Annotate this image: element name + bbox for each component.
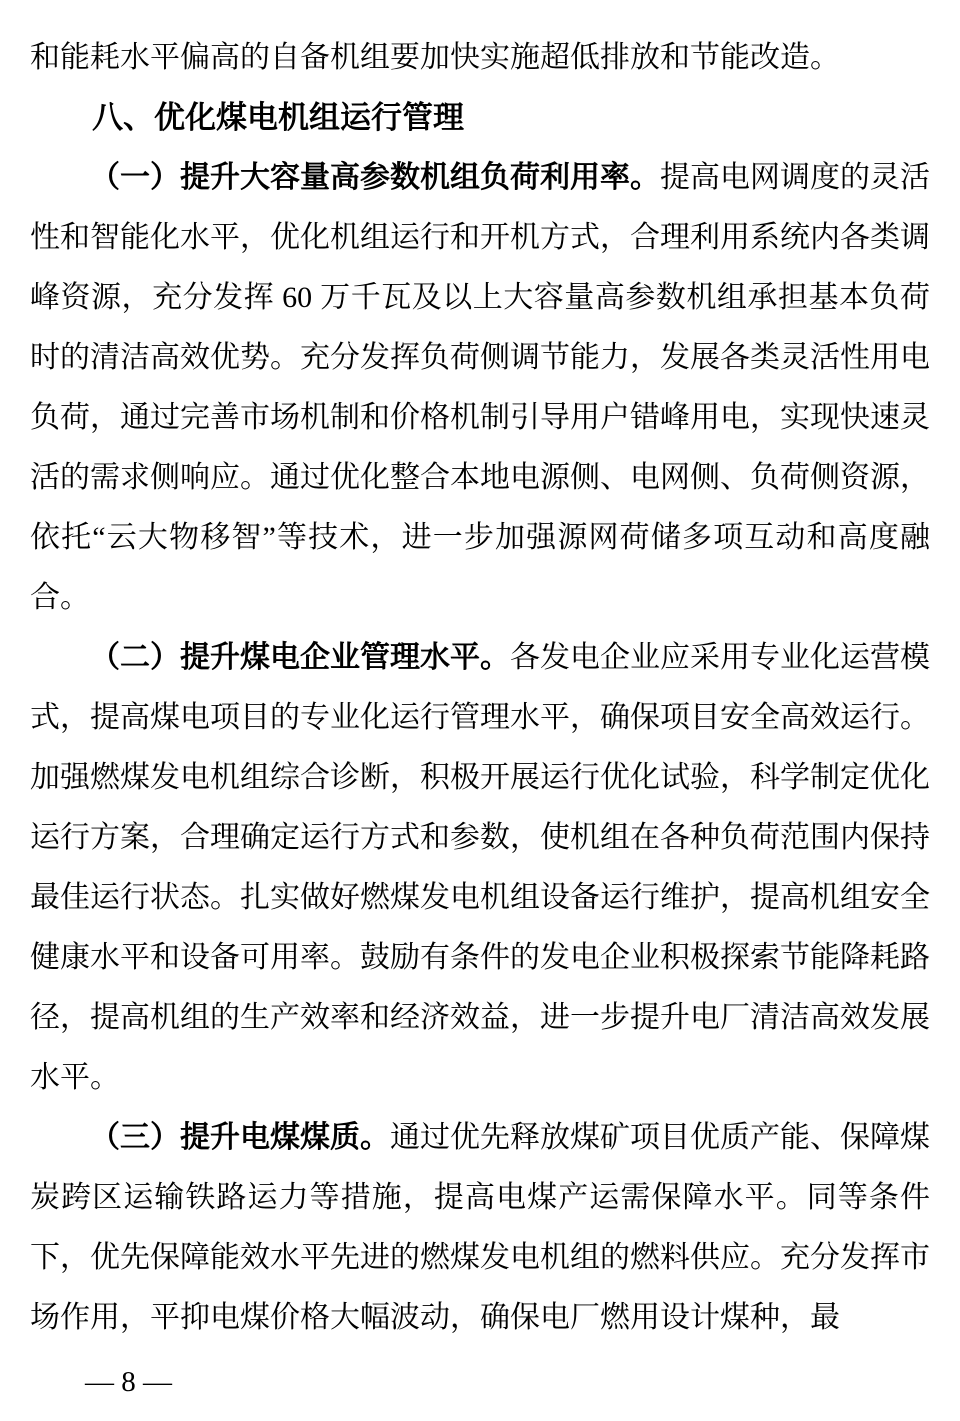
paragraph-item-2-lead: （二）提升煤电企业管理水平。 bbox=[90, 641, 510, 674]
paragraph-item-2 bbox=[30, 628, 930, 1108]
paragraph-item-3 bbox=[30, 1108, 930, 1348]
paragraph-item-1 bbox=[30, 148, 930, 628]
page-content bbox=[30, 28, 930, 1348]
paragraph-continuation: 和能耗水平偏高的自备机组要加快实施超低排放和节能改造。 bbox=[30, 41, 840, 74]
page-number: — 8 — bbox=[85, 1366, 172, 1398]
paragraph-item-1-body: 提高电网调度的灵活性和智能化水平，优化机组运行和开机方式，合理利用系统内各类调峰资源，充分发挥 60 万千瓦及以上大容量高参数机组承担基本负荷时的清洁高效优势。充分发挥负荷侧调节能力，发展各类灵活性用电负荷，通过完善市场机制和价格机制引导用户错峰用电，实现快速灵活的需求侧响应。通过优化整合本地电源侧、电网侧、负荷侧资源，依托“云大物移智”等技术，进一步加强源网荷储多项互动和高度融合。 bbox=[30, 161, 930, 614]
paragraph-item-3-lead: （三）提升电煤煤质。 bbox=[90, 1121, 390, 1154]
paragraph-item-3-body: 通过优先释放煤矿项目优质产能、保障煤炭跨区运输铁路运力等措施，提高电煤产运需保障水平。同等条件下，优先保障能效水平先进的燃煤发电机组的燃料供应。充分发挥市场作用，平抑电煤价格大幅波动，确保电厂燃用设计煤种，最 bbox=[30, 1121, 930, 1334]
paragraph-item-1-lead: （一）提升大容量高参数机组负荷利用率。 bbox=[90, 161, 660, 194]
paragraph-item-2-body: 各发电企业应采用专业化运营模式，提高煤电项目的专业化运行管理水平，确保项目安全高效运行。加强燃煤发电机组综合诊断，积极开展运行优化试验，科学制定优化运行方案，合理确定运行方式和参数，使机组在各种负荷范围内保持最佳运行状态。扎实做好燃煤发电机组设备运行维护，提高机组安全健康水平和设备可用率。鼓励有条件的发电企业积极探索节能降耗路径，提高机组的生产效率和经济效益，进一步提升电厂清洁高效发展水平。 bbox=[30, 641, 930, 1094]
section-heading: 八、优化煤电机组运行管理 bbox=[92, 100, 464, 135]
